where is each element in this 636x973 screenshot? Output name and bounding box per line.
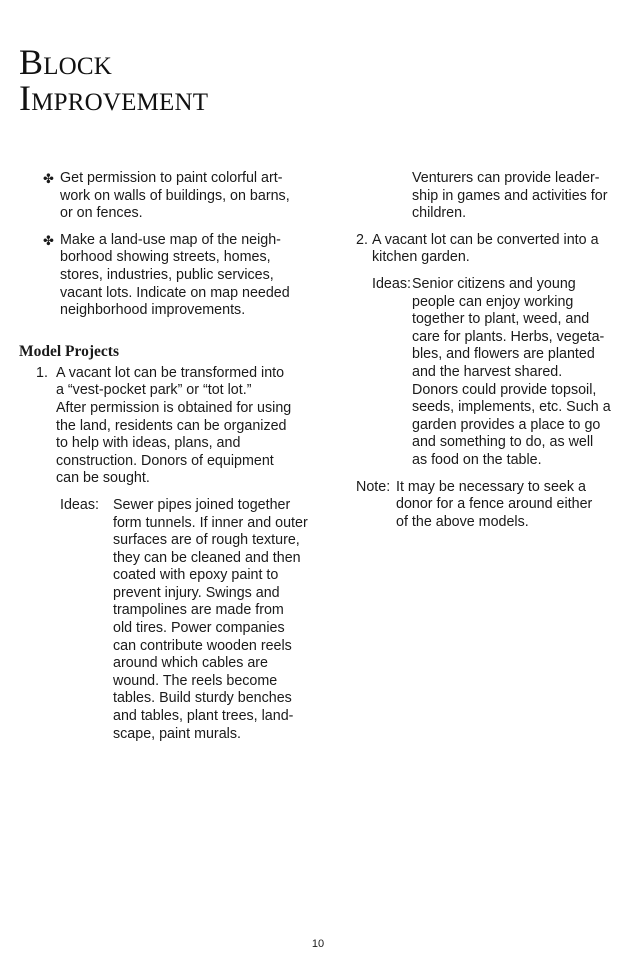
text-line: as food on the table.	[412, 451, 542, 468]
text-line: to help with ideas, plans, and	[56, 435, 241, 452]
text-line: Venturers can provide leader-	[412, 170, 600, 186]
left-column	[19, 170, 308, 743]
text-line: ship in games and activities for	[412, 187, 608, 204]
text-line: Make a land-use map of the neigh-	[60, 231, 281, 248]
note-block	[356, 479, 616, 532]
project-number: 1.	[36, 364, 48, 381]
project-text	[372, 232, 616, 267]
text-line: can contribute wooden reels	[113, 637, 292, 654]
ideas-continued-text	[356, 170, 616, 223]
ideas-block-1	[19, 496, 308, 743]
title-line-1: Block	[19, 42, 113, 82]
text-line: After permission is obtained for using	[56, 399, 292, 416]
text-line: old tires. Power companies	[113, 620, 285, 637]
text-line: Donors could provide topsoil,	[412, 381, 597, 398]
text-line: trampolines are made from	[113, 602, 284, 619]
page-number: 10	[311, 938, 325, 950]
bullet-list	[19, 170, 299, 320]
text-line: children.	[412, 205, 467, 222]
text-line: form tunnels. If inner and outer	[113, 514, 308, 531]
text-line: together to plant, weed, and	[412, 311, 590, 328]
ideas-label: Ideas:	[372, 275, 411, 292]
ideas-text	[113, 496, 308, 743]
text-line: borhood showing streets, homes,	[60, 249, 271, 266]
bullet-item	[19, 232, 299, 320]
text-line: coated with epoxy paint to	[113, 567, 279, 584]
text-line: donor for a fence around either	[396, 496, 593, 513]
text-line: of the above models.	[396, 513, 529, 530]
note-label: Note:	[356, 478, 391, 495]
text-line: neighborhood improvements.	[60, 302, 246, 319]
text-line: Get permission to paint colorful art-	[60, 170, 283, 186]
text-line: work on walls of buildings, on barns,	[60, 187, 290, 204]
project-text	[56, 365, 299, 488]
text-line: the land, residents can be organized	[56, 417, 287, 434]
text-line: scape, paint murals.	[113, 725, 241, 742]
project-number: 2.	[356, 231, 368, 248]
text-line: bles, and flowers are planted	[412, 346, 595, 363]
text-line: seeds, implements, etc. Such a	[412, 399, 611, 416]
text-line: prevent injury. Swings and	[113, 584, 280, 601]
text-line: tables. Build sturdy benches	[113, 690, 292, 707]
page-title	[19, 44, 208, 116]
project-item-2	[356, 232, 616, 267]
bullet-icon: ✤	[43, 171, 54, 186]
ideas-label: Ideas:	[60, 496, 99, 513]
text-line: can be sought.	[56, 470, 150, 487]
text-line: A vacant lot can be converted into a	[372, 231, 599, 248]
text-line: It may be necessary to seek a	[396, 478, 586, 495]
text-line: care for plants. Herbs, vegeta-	[412, 328, 605, 345]
text-line: kitchen garden.	[372, 249, 470, 266]
text-line: garden provides a place to go	[412, 416, 601, 433]
text-line: around which cables are	[113, 655, 268, 672]
text-line: and tables, plant trees, land-	[113, 708, 294, 725]
ideas-text	[412, 276, 616, 470]
text-line: people can enjoy working	[412, 293, 574, 310]
project-item-1	[19, 365, 299, 488]
text-line: wound. The reels become	[113, 672, 278, 689]
note-text	[396, 479, 616, 532]
title-line-2: Improvement	[19, 78, 209, 118]
text-line: vacant lots. Indicate on map needed	[60, 284, 290, 301]
text-line: construction. Donors of equipment	[56, 452, 274, 469]
text-line: Senior citizens and young	[412, 275, 576, 292]
text-line: and the harvest shared.	[412, 363, 563, 380]
text-line: a “vest-pocket park” or “tot lot.”	[56, 382, 252, 399]
text-line: and something to do, as well	[412, 434, 594, 451]
bullet-icon: ✤	[43, 232, 54, 248]
bullet-item	[19, 170, 299, 223]
ideas-block-2	[356, 276, 616, 470]
right-column	[356, 170, 616, 531]
text-line: stores, industries, public services,	[60, 266, 274, 283]
text-line: Sewer pipes joined together	[113, 496, 291, 513]
text-line: or on fences.	[60, 205, 143, 222]
section-heading: Model Projects	[19, 342, 119, 360]
text-line: surfaces are of rough texture,	[113, 532, 300, 549]
text-line: they can be cleaned and then	[113, 549, 301, 566]
text-line: A vacant lot can be transformed into	[56, 364, 285, 381]
